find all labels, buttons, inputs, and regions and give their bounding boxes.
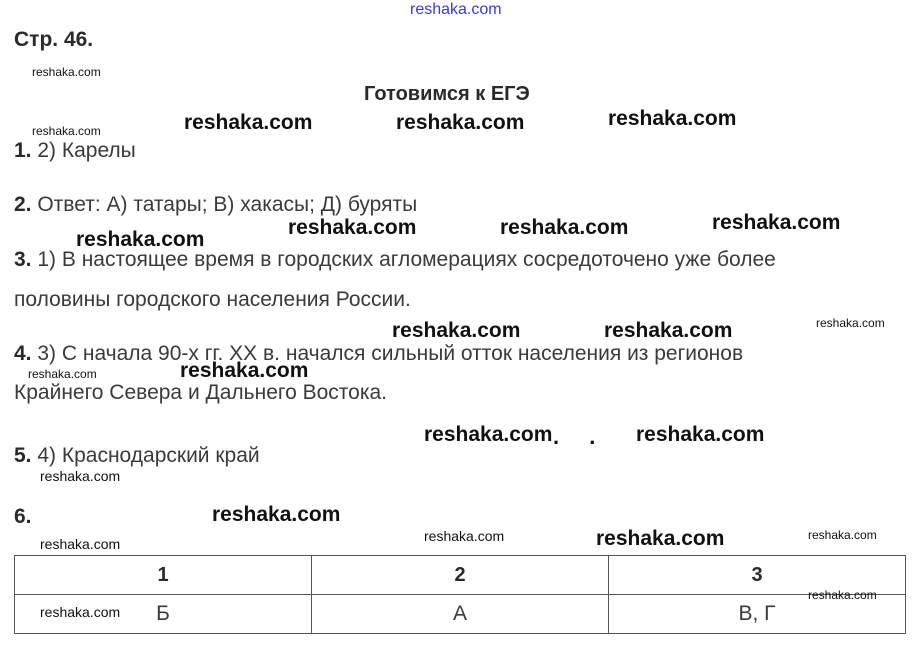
answer-text: 3) С начала 90-х гг. XX в. начался сильный отток населения из регионов bbox=[31, 342, 744, 365]
answer-text: Ответ: А) татары; В) хакасы; Д) буряты bbox=[31, 193, 418, 216]
table-cell: В, Г bbox=[609, 595, 906, 634]
watermark: reshaka.com bbox=[76, 228, 205, 251]
watermark: reshaka.com bbox=[636, 423, 765, 446]
watermark: reshaka.com bbox=[424, 528, 505, 544]
table-header-cell: 2 bbox=[312, 556, 609, 595]
watermark: reshaka.com bbox=[500, 216, 629, 239]
table-header-cell: 3 bbox=[609, 556, 906, 595]
watermark: reshaka.com bbox=[28, 367, 97, 381]
watermark: reshaka.com bbox=[816, 316, 885, 330]
watermark: reshaka.com bbox=[596, 527, 725, 550]
answer-3-continuation: половины городского населения России. bbox=[14, 288, 411, 311]
answer-number: 4. bbox=[14, 342, 32, 365]
answer-number: 1. bbox=[14, 139, 32, 162]
table-cell: Б bbox=[15, 595, 312, 634]
watermark: reshaka.com bbox=[180, 359, 309, 382]
table-header-row bbox=[15, 556, 906, 595]
answer-6 bbox=[14, 505, 32, 529]
answer-4-continuation: Крайнего Севера и Дальнего Востока. bbox=[14, 381, 388, 404]
table-header-cell: 1 bbox=[15, 556, 312, 595]
answer-5 bbox=[14, 444, 260, 468]
watermark: reshaka.com bbox=[604, 319, 733, 342]
watermark: reshaka.com bbox=[32, 124, 101, 138]
answer-number: 6. bbox=[14, 505, 32, 528]
watermark: reshaka.com bbox=[808, 528, 877, 542]
watermark: reshaka.com bbox=[40, 604, 121, 620]
watermark: reshaka.com bbox=[40, 536, 121, 552]
watermark: reshaka.com bbox=[40, 468, 121, 484]
watermark: reshaka.com bbox=[808, 588, 877, 602]
watermark: reshaka.com bbox=[712, 211, 841, 234]
answer-number: 3. bbox=[14, 248, 32, 271]
top-watermark: reshaka.com bbox=[410, 1, 502, 18]
answer-table bbox=[14, 555, 906, 634]
stray-dots: . . bbox=[553, 424, 608, 449]
page-title: Стр. 46. bbox=[14, 28, 94, 51]
watermark: reshaka.com bbox=[32, 65, 101, 79]
answer-text: 1) В настоящее время в городских агломерациях сосредоточено уже более bbox=[31, 248, 776, 271]
answer-number: 2. bbox=[14, 193, 32, 216]
watermark: reshaka.com bbox=[424, 423, 553, 446]
answer-number: 5. bbox=[14, 444, 32, 467]
table-cell: А bbox=[312, 595, 609, 634]
watermark: reshaka.com bbox=[288, 216, 417, 239]
answer-text: 2) Карелы bbox=[31, 139, 136, 162]
watermark: reshaka.com bbox=[608, 107, 737, 130]
table-row bbox=[15, 595, 906, 634]
answer-2 bbox=[14, 193, 417, 217]
watermark: reshaka.com bbox=[184, 111, 313, 134]
answer-text: 4) Краснодарский край bbox=[31, 444, 260, 467]
watermark: reshaka.com bbox=[396, 111, 525, 134]
watermark: reshaka.com bbox=[392, 319, 521, 342]
section-title: Готовимся к ЕГЭ bbox=[364, 83, 530, 105]
answer-4 bbox=[14, 342, 743, 366]
watermark: reshaka.com bbox=[212, 503, 341, 526]
answer-1 bbox=[14, 139, 136, 163]
